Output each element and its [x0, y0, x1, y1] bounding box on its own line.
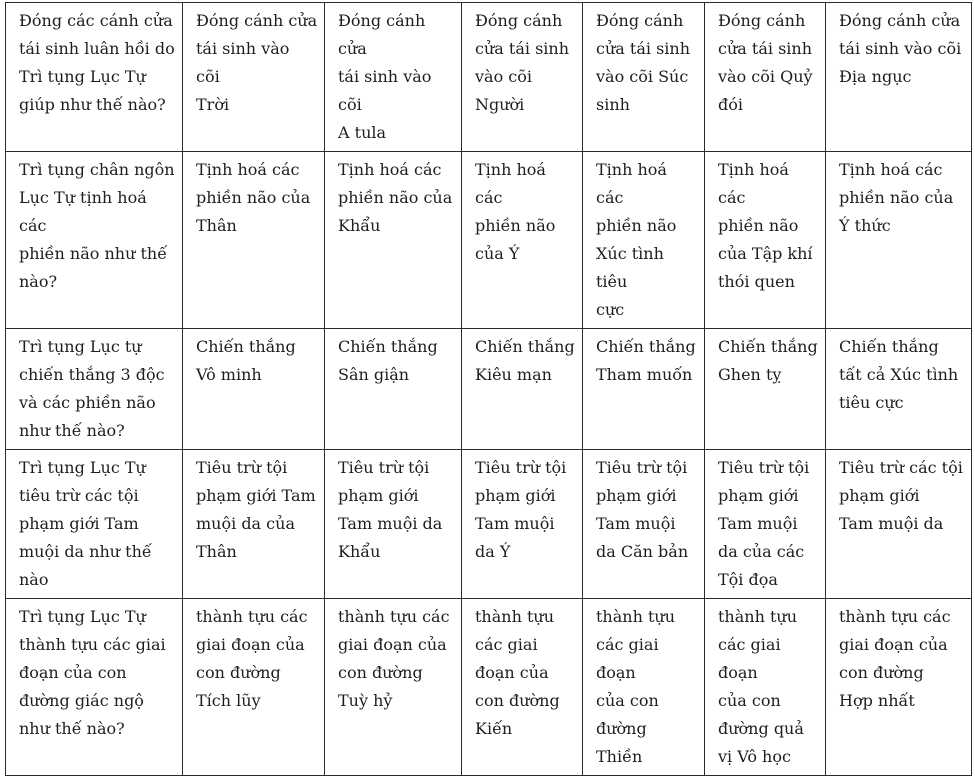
table-row: [6, 599, 972, 776]
table-row: [6, 152, 972, 329]
table-cell: Tịnh hoá các phiền não của Ý thức: [826, 152, 972, 329]
table-cell: Chiến thắng Tham muốn: [583, 329, 705, 450]
table-cell: Chiến thắng Ghen tỵ: [705, 329, 826, 450]
table-cell: thành tựu các giai đoạn của con đường Tuỳ hỷ: [325, 599, 462, 776]
table-row: [6, 329, 972, 450]
table-cell: Tịnh hoá các phiền não của Ý: [462, 152, 583, 329]
row-question-cell: Đóng các cánh cửa tái sinh luân hồi do Trì tụng Lục Tự giúp như thế nào?: [6, 3, 183, 152]
table-cell: Chiến thắng tất cả Xúc tình tiêu cực: [826, 329, 972, 450]
table-cell: thành tựu các giai đoạn của con đường Tích lũy: [183, 599, 325, 776]
table-cell: Tịnh hoá các phiền não Xúc tình tiêu cực: [583, 152, 705, 329]
table-cell: Đóng cánh cửa tái sinh vào cõi Trời: [183, 3, 325, 152]
table-cell: Đóng cánh cửa tái sinh vào cõi Địa ngục: [826, 3, 972, 152]
table-cell: Tịnh hoá các phiền não của Thân: [183, 152, 325, 329]
row-question-cell: Trì tụng chân ngôn Lục Tự tịnh hoá các phiền não như thế nào?: [6, 152, 183, 329]
table-cell: Tịnh hoá các phiền não của Tập khí thói quen: [705, 152, 826, 329]
table-cell: Chiến thắng Vô minh: [183, 329, 325, 450]
table-cell: thành tựu các giai đoạn của con đường Hợp nhất: [826, 599, 972, 776]
table-cell: thành tựu các giai đoạn của con đường quả vị Vô học: [705, 599, 826, 776]
table-cell: thành tựu các giai đoạn của con đường Thiền: [583, 599, 705, 776]
table-cell: Tiêu trừ tội phạm giới Tam muội da Căn bản: [583, 450, 705, 599]
row-question-cell: Trì tụng Lục Tự tiêu trừ các tội phạm giới Tam muội da như thế nào: [6, 450, 183, 599]
table-cell: Đóng cánh cửa tái sinh vào cõi A tula: [325, 3, 462, 152]
table-cell: Chiến thắng Sân giận: [325, 329, 462, 450]
table-row: [6, 3, 972, 152]
row-question-cell: Trì tụng Lục Tự thành tựu các giai đoạn của con đường giác ngộ như thế nào?: [6, 599, 183, 776]
table-cell: Tiêu trừ tội phạm giới Tam muội da của Thân: [183, 450, 325, 599]
row-question-cell: Trì tụng Lục tự chiến thắng 3 độc và các phiền não như thế nào?: [6, 329, 183, 450]
table-cell: Đóng cánh cửa tái sinh vào cõi Người: [462, 3, 583, 152]
table-cell: thành tựu các giai đoạn của con đường Kiến: [462, 599, 583, 776]
table-cell: Tiêu trừ tội phạm giới Tam muội da Khẩu: [325, 450, 462, 599]
table-cell: Tiêu trừ tội phạm giới Tam muội da của các Tội đọa: [705, 450, 826, 599]
table-row: [6, 450, 972, 599]
table-cell: Đóng cánh cửa tái sinh vào cõi Quỷ đói: [705, 3, 826, 152]
comparison-table: [5, 2, 972, 776]
table-cell: Tiêu trừ các tội phạm giới Tam muội da: [826, 450, 972, 599]
table-cell: Chiến thắng Kiêu mạn: [462, 329, 583, 450]
table-cell: Tịnh hoá các phiền não của Khẩu: [325, 152, 462, 329]
table-cell: Đóng cánh cửa tái sinh vào cõi Súc sinh: [583, 3, 705, 152]
table-cell: Tiêu trừ tội phạm giới Tam muội da Ý: [462, 450, 583, 599]
